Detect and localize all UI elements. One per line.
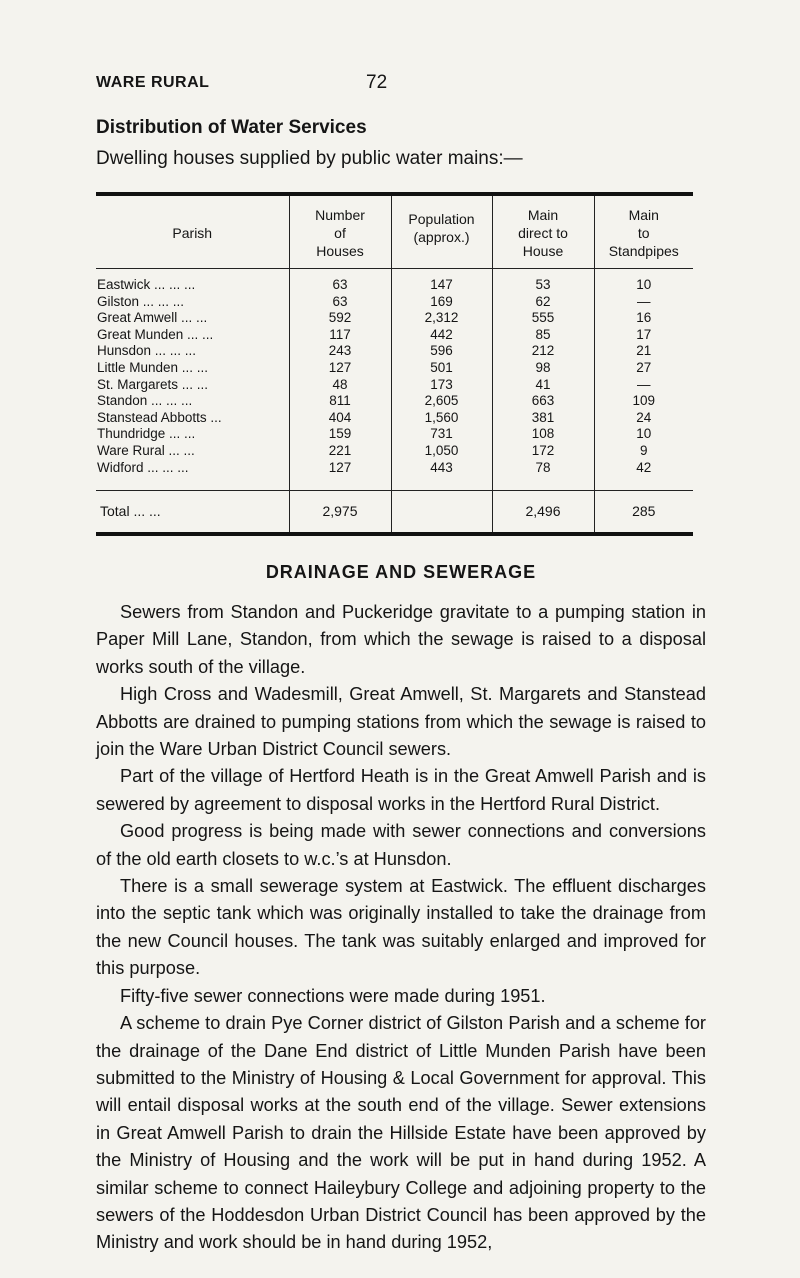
- header-parish: Parish: [96, 196, 289, 269]
- paragraph: Fifty-five sewer connections were made during 1951.: [120, 985, 546, 1006]
- total-label: Total ... ...: [96, 491, 289, 532]
- drainage-heading: DRAINAGE AND SEWERAGE: [265, 562, 537, 582]
- water-services-table: [96, 192, 693, 536]
- drainage-body: [96, 599, 706, 1257]
- table-row: Widford ... ... ... 127 443 78 42: [96, 460, 693, 491]
- total-main-standpipes: 285: [594, 491, 693, 532]
- section-title: Distribution of Water Services: [96, 117, 367, 138]
- total-population: [391, 491, 492, 532]
- total-houses: 2,975: [289, 491, 391, 532]
- table-row: St. Margarets ... ... 48 173 41 —: [96, 377, 693, 394]
- table-row: Standon ... ... ... 811 2,605 663 109: [96, 393, 693, 410]
- header-main-direct: Main direct to House: [492, 196, 594, 269]
- table-row: Great Munden ... ... 117 442 85 17: [96, 327, 693, 344]
- table-row: Hunsdon ... ... ... 243 596 212 21: [96, 343, 693, 360]
- paragraph: Good progress is being made with sewer connections and conversions of the old earth closets to w.c.’s at Hunsdon.: [96, 821, 706, 869]
- total-main-direct: 2,496: [492, 491, 594, 532]
- table-row: Gilston ... ... ... 63 169 62 —: [96, 294, 693, 311]
- paragraph: A scheme to drain Pye Corner district of Gilston Parish and a scheme for the drainage of the Dane End district of Little Munden Parish have been submitted to the Ministry of Housing & Local Government for approval. This will entail disposal works at the south end of the village. Sewer extensions in Great Amwell Parish to drain the Hillside Estate have been approved by the Ministry of Housing and the work will be put in hand during 1952. A similar scheme to connect Haileybury College and adjoining property to the sewers of the Hoddesdon Urban District Council has been approved by the Ministry and work should be in hand during 1952,: [96, 1013, 706, 1253]
- running-header: [96, 74, 706, 98]
- paragraph: Part of the village of Hertford Heath is in the Great Amwell Parish and is sewered by agreement to disposal works in the Hertford Rural District.: [96, 766, 706, 814]
- page-number: 72: [366, 72, 388, 93]
- table-total-row: [96, 491, 693, 532]
- table-row: Stanstead Abbotts ... 404 1,560 381 24: [96, 410, 693, 427]
- table-row: Great Amwell ... ... 592 2,312 555 16: [96, 310, 693, 327]
- running-title: WARE RURAL: [96, 74, 210, 91]
- header-population: Population (approx.): [391, 196, 492, 269]
- header-main-standpipes: Main to Standpipes: [594, 196, 693, 269]
- table-row: Thundridge ... ... 159 731 108 10: [96, 426, 693, 443]
- table-row: Little Munden ... ... 127 501 98 27: [96, 360, 693, 377]
- table-header-row: [96, 196, 693, 269]
- header-houses: Number of Houses: [289, 196, 391, 269]
- table-row: Eastwick ... ... ... 63 147 53 10: [96, 269, 693, 294]
- paragraph: There is a small sewerage system at Eastwick. The effluent discharges into the septic tank which was originally installed to take the drainage from the new Council houses. The tank was suitably enlarged and improved for this purpose.: [96, 876, 706, 979]
- section-subtitle: Dwelling houses supplied by public water mains:—: [96, 148, 523, 169]
- table-row: Ware Rural ... ... 221 1,050 172 9: [96, 443, 693, 460]
- paragraph: High Cross and Wadesmill, Great Amwell, St. Margarets and Stanstead Abbotts are drained to pumping stations from which the sewage is raised to join the Ware Urban District Council sewers.: [96, 684, 706, 760]
- paragraph: Sewers from Standon and Puckeridge gravitate to a pumping station in Paper Mill Lane, Standon, from which the sewage is raised to a disposal works south of the village.: [96, 602, 706, 677]
